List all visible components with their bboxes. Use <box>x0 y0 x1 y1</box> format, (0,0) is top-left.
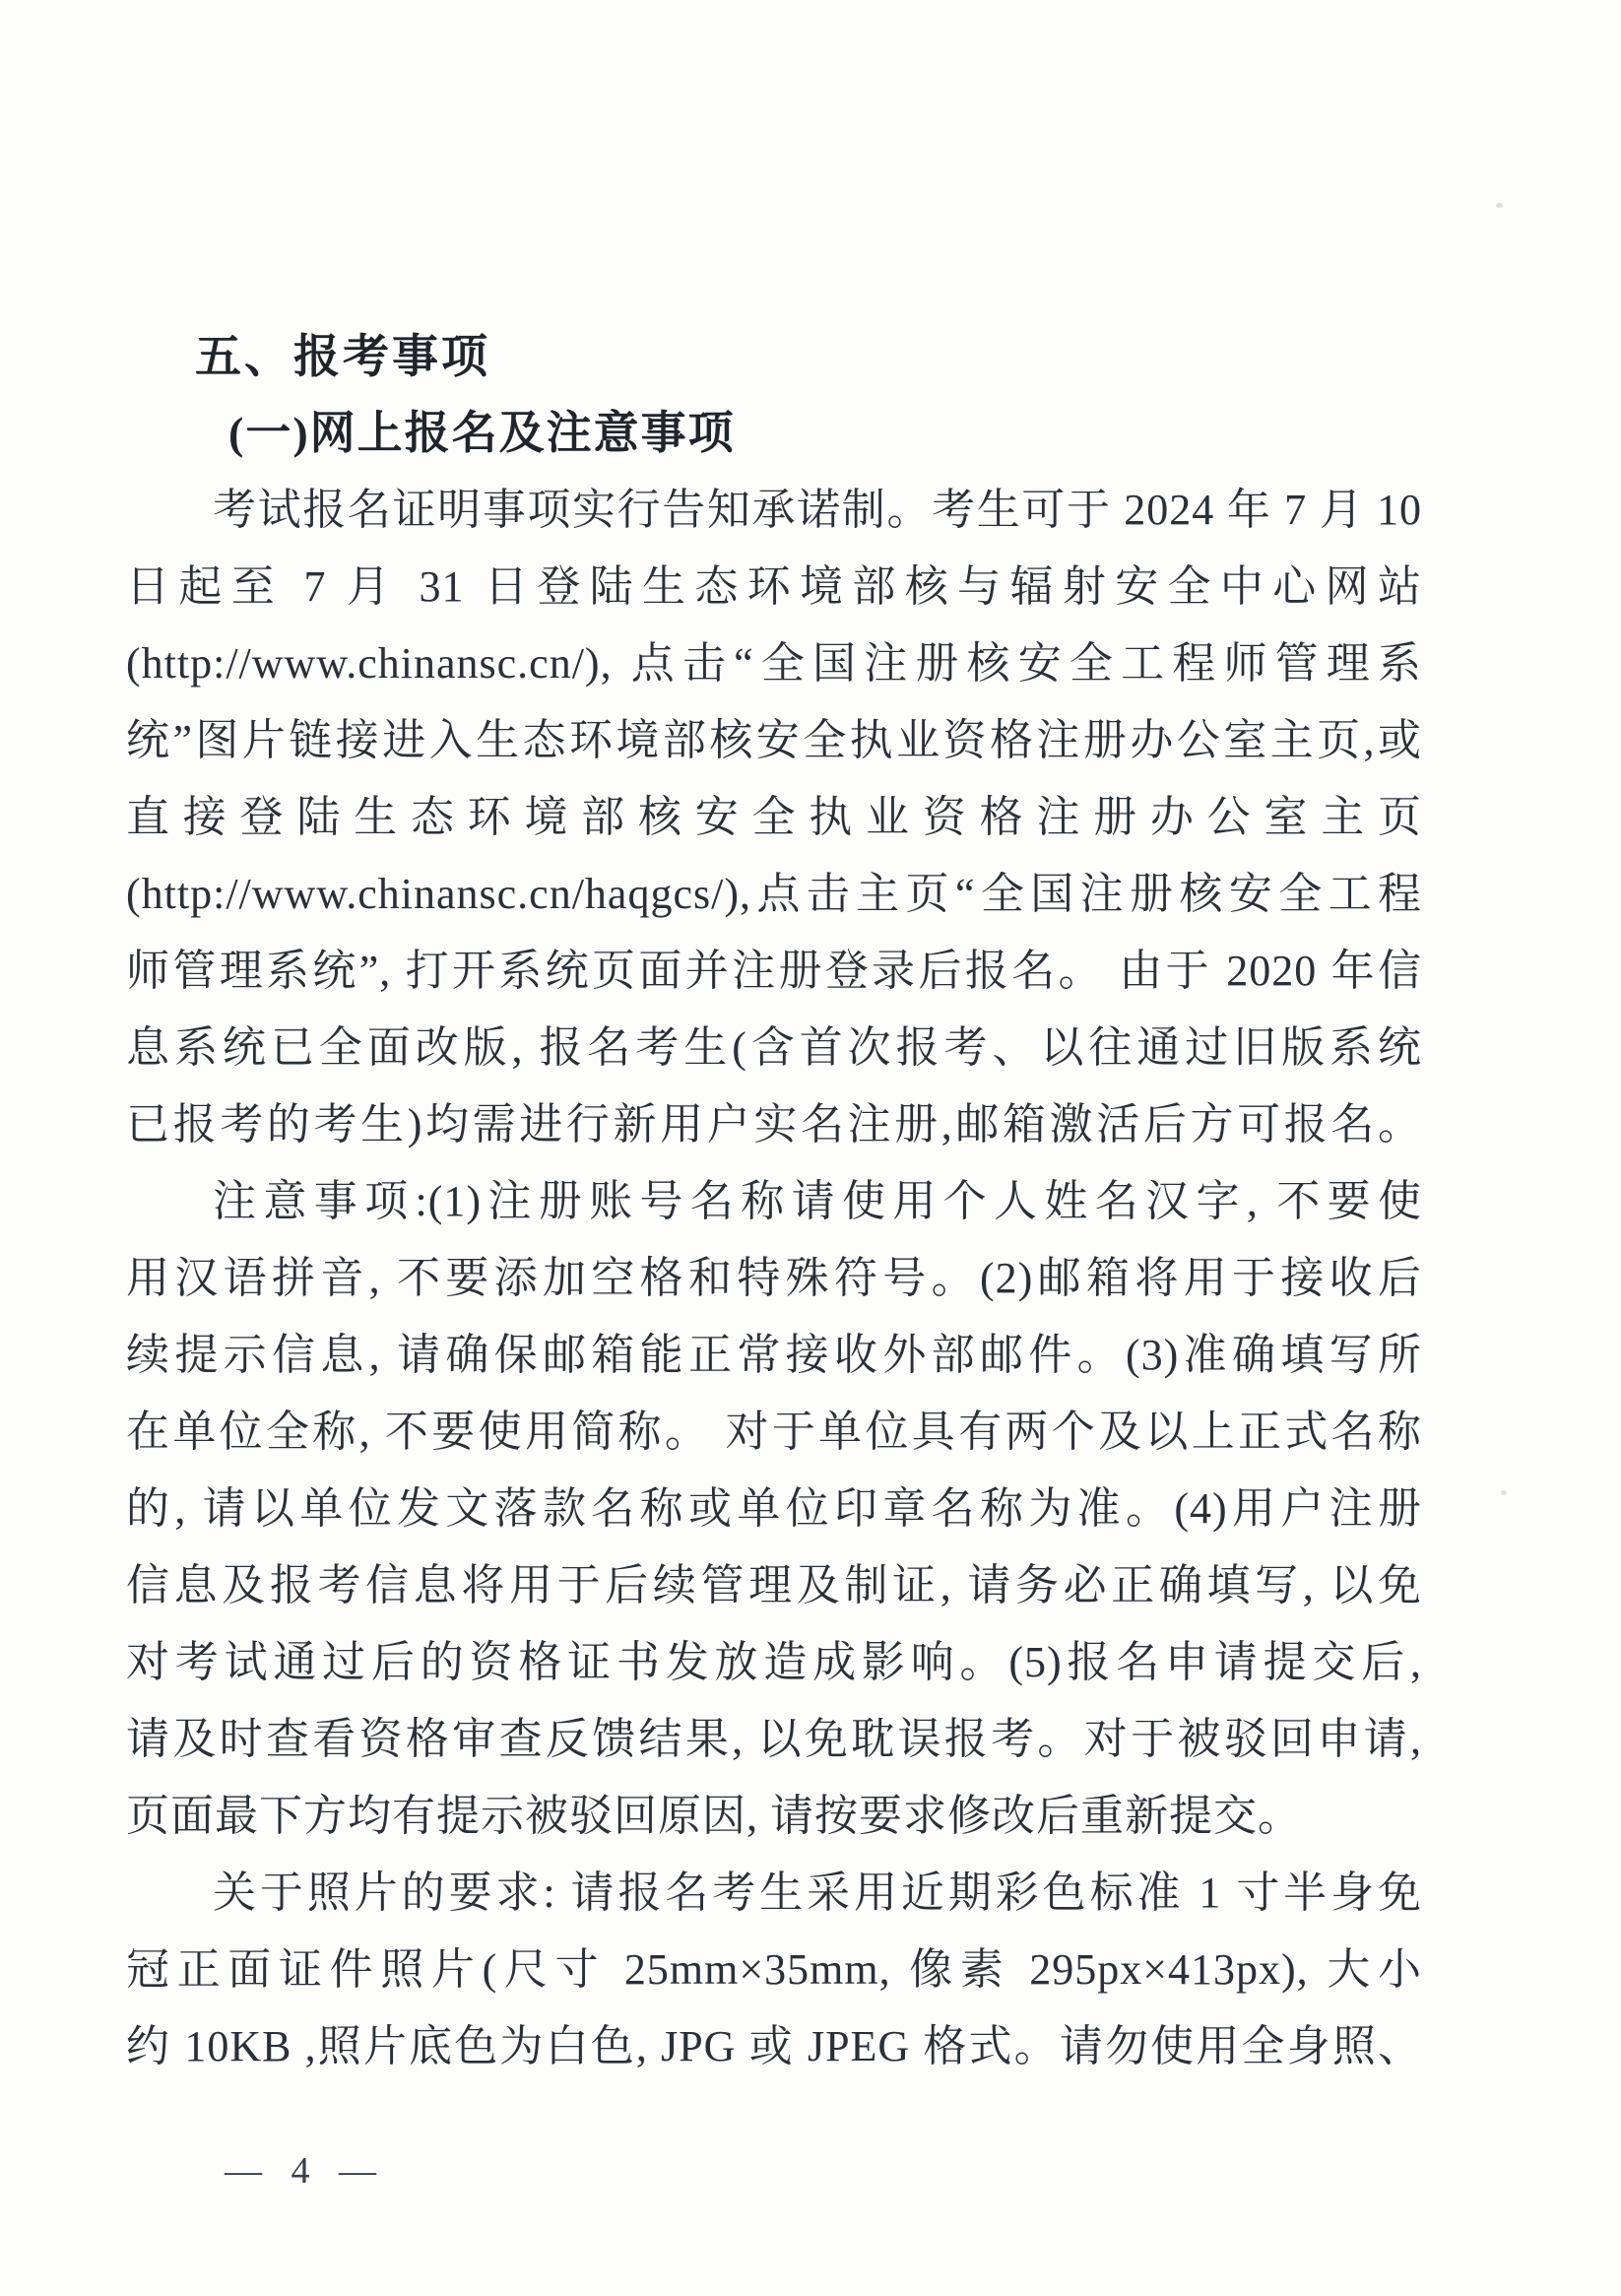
scan-artifact <box>1501 1490 1507 1495</box>
text-line: 考试报名证明事项实行告知承诺制。考生可于 2024 年 7 月 10 <box>213 486 1422 534</box>
body-lines <box>126 472 1422 2085</box>
text-line: (http://www.chinansc.cn/), 点击“全国注册核安全工程师管理系 <box>126 639 1422 688</box>
text-line: 直接登陆生态环境部核安全执业资格注册办公室主页 <box>126 793 1422 841</box>
text-line: 的, 请以单位发文落款名称或单位印章名称为准。(4)用户注册 <box>126 1484 1422 1533</box>
text-line: 页面最下方均有提示被驳回原因, 请按要求修改后重新提交。 <box>126 1792 1302 1840</box>
section-heading: 五、报考事项 <box>195 330 490 382</box>
text-line: 日起至 7 月 31 日登陆生态环境部核与辐射安全中心网站 <box>126 562 1422 611</box>
text-line: 注意事项:(1)注册账号名称请使用个人姓名汉字, 不要使 <box>213 1177 1422 1225</box>
text-line: 息系统已全面改版, 报名考生(含首次报考、以往通过旧版系统 <box>126 1023 1422 1072</box>
text-line: 统”图片链接进入生态环境部核安全执业资格注册办公室主页,或 <box>126 716 1422 764</box>
text-line: 约 10KB ,照片底色为白色, JPG 或 JPEG 格式。请勿使用全身照、 <box>126 2022 1422 2070</box>
text-line: 对考试通过后的资格证书发放造成影响。(5)报名申请提交后, <box>126 1638 1422 1686</box>
text-line: 已报考的考生)均需进行新用户实名注册,邮箱激活后方可报名。 <box>126 1100 1422 1148</box>
page-number: — 4 — <box>225 2150 386 2192</box>
text-line: 在单位全称, 不要使用简称。 对于单位具有两个及以上正式名称 <box>126 1408 1422 1456</box>
text-line: 用汉语拼音, 不要添加空格和特殊符号。(2)邮箱将用于接收后 <box>126 1254 1422 1302</box>
text-line: (http://www.chinansc.cn/haqgcs/),点击主页“全国注册核安全工程 <box>126 870 1422 918</box>
text-line: 师管理系统”, 打开系统页面并注册登录后报名。 由于 2020 年信 <box>126 947 1422 995</box>
subsection-heading: (一)网上报名及注意事项 <box>228 408 736 458</box>
text-line: 信息及报考信息将用于后续管理及制证, 请务必正确填写, 以免 <box>126 1561 1422 1609</box>
document-body <box>126 318 1422 2085</box>
text-line: 冠正面证件照片(尺寸 25mm×35mm, 像素 295px×413px), 大小 <box>126 1945 1422 1994</box>
scan-artifact <box>1496 203 1503 208</box>
text-line: 关于照片的要求: 请报名考生采用近期彩色标准 1 寸半身免 <box>213 1869 1422 1917</box>
text-line: 请及时查看资格审查反馈结果, 以免耽误报考。对于被驳回申请, <box>126 1715 1422 1763</box>
text-line: 续提示信息, 请确保邮箱能正常接收外部邮件。(3)准确填写所 <box>126 1331 1422 1379</box>
